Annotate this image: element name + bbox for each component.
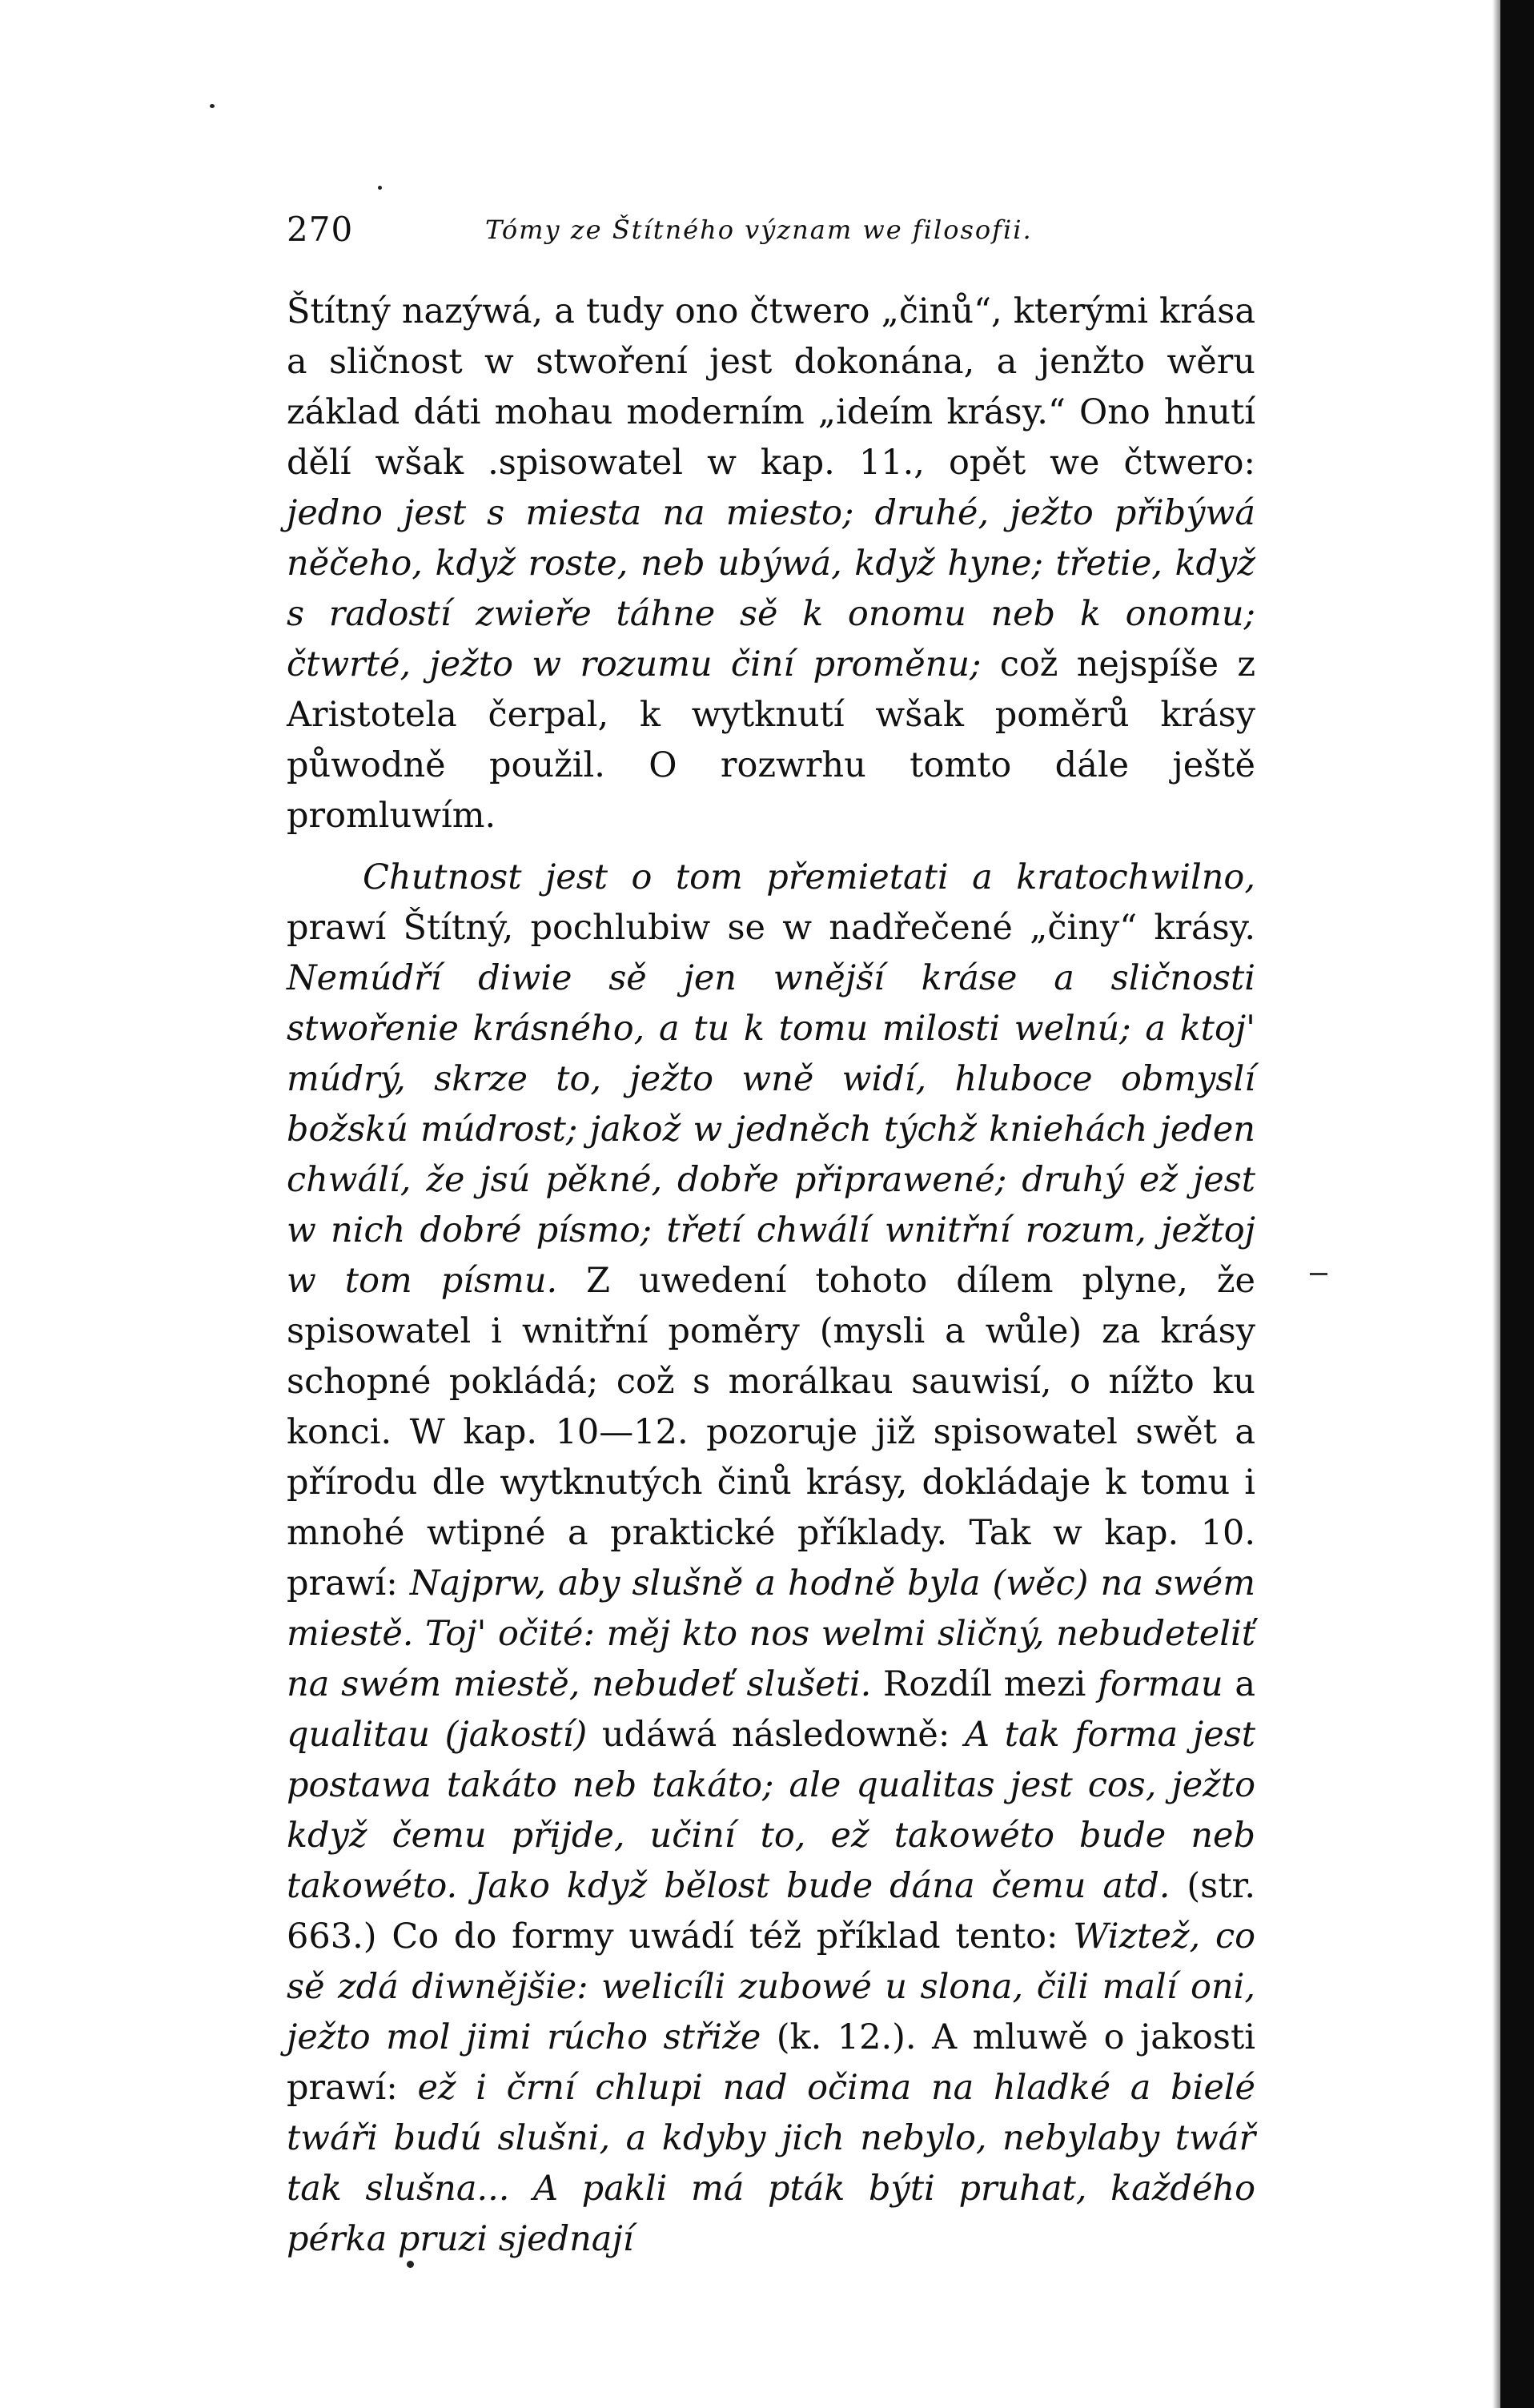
quote-italic: Nemúdří diwie sě jen wnější kráse a sličnosti stwořenie krásného, a tu k tomu milosti welnú; a ktoj' múdrý, skrze to, ježto wně widí, hluboce obmyslí božskú múdrost; jakož w jedněch týchž kniehách jeden chwálí, že jsú pěkné, dobře připrawené; druhý ež jest w nich dobré písmo; třetí chwálí wnitřní rozum, ježtoj w tom písmu. <box>287 958 1255 1301</box>
quote-italic: A tak forma jest postawa takáto neb takáto; ale qualitas jest cos, ježto když čemu přijde, učiní to, ež takowéto bude neb takowéto. Jako když bělost bude dána čemu atd. <box>287 1715 1255 1906</box>
text-run: prawí Štítný, pochlubiw se w nadřečené „činy“ krásy. <box>287 908 1255 948</box>
scan-mark <box>1310 1273 1327 1275</box>
page-number: 270 <box>287 210 354 249</box>
text-run: udáwá následowně: <box>587 1715 966 1755</box>
term-italic: qualitau (jakostí) <box>287 1715 588 1755</box>
text-run: Z uwedení tohoto dílem plyne, že spisowatel i wnitřní poměry (mysli a wůle) za krásy schopné pokládá; což s morálkau sauwisí, o nížto ku konci. W kap. 10—12. pozoruje již spisowatel swět a přírodu dle wytknutých činů krásy, dokládaje k tomu i mnohé wtipné a praktické příklady. Tak w kap. 10. prawí: <box>287 1261 1255 1603</box>
text-run: (str. 663.) Co do formy uwádí též příklad tento: <box>287 1866 1255 1956</box>
text-run: a <box>1223 1664 1255 1704</box>
page-body <box>287 287 1255 2265</box>
text-run: Rozdíl mezi <box>871 1664 1098 1704</box>
paragraph <box>287 287 1255 841</box>
term-italic: formau <box>1098 1664 1223 1704</box>
book-page <box>287 200 1255 2265</box>
text-run: Štítný nazýwá, a tudy ono čtwero „činů“, kterými krása a sličnost w stwoření jest dokonána, a jenžto wěru základ dáti mohau moderním „ideím krásy.“ Ono hnutí dělí wšak .spisowatel w kap. 11., opět we čtwero: <box>287 291 1255 483</box>
scan-speck <box>210 104 215 108</box>
scan-border <box>1500 0 1534 2408</box>
text-run: což nejspíše z Aristotela čerpal, k wytknutí wšak poměrů krásy půwodně použil. O rozwrhu tomto dále ještě promluwím. <box>287 644 1255 836</box>
page-header <box>287 200 1255 264</box>
text-run: (k. 12.). A mluwě o jakosti prawí: <box>287 2017 1255 2108</box>
quote-italic: jedno jest s miesta na miesto; druhé, ježto přibýwá něčeho, když roste, neb ubýwá, když hyne; třetie, když s radostí zwieře táhne sě k onomu neb k onomu; čtwrté, ježto w rozumu činí proměnu; <box>287 493 1255 684</box>
running-title: Tómy ze Štítného význam we filosofii. <box>485 215 1033 245</box>
quote-italic: Chutnost jest o tom přemietati a kratochwilno, <box>363 857 1255 897</box>
scan-speck <box>378 186 382 190</box>
quote-italic: Najprw, aby slušně a hodně byla (wěc) na swém miestě. Toj' očité: měj kto nos welmi sličný, nebudeteliť na swém miestě, nebudeť slušeti. <box>287 1563 1255 1704</box>
paragraph <box>287 853 1255 2265</box>
quote-italic: ež i črní chlupi nad očima na hladké a bielé twáři budú slušni, a kdyby jich nebylo, nebylaby twář tak slušna... A pakli má pták býti pruhat, každého pérka pruzi sjednají <box>287 2068 1256 2259</box>
quote-italic: Wiztež, co sě zdá diwnějšie: welicíli zubowé u slona, čili malí oni, ježto mol jimi rúcho střiže <box>287 1916 1255 2057</box>
